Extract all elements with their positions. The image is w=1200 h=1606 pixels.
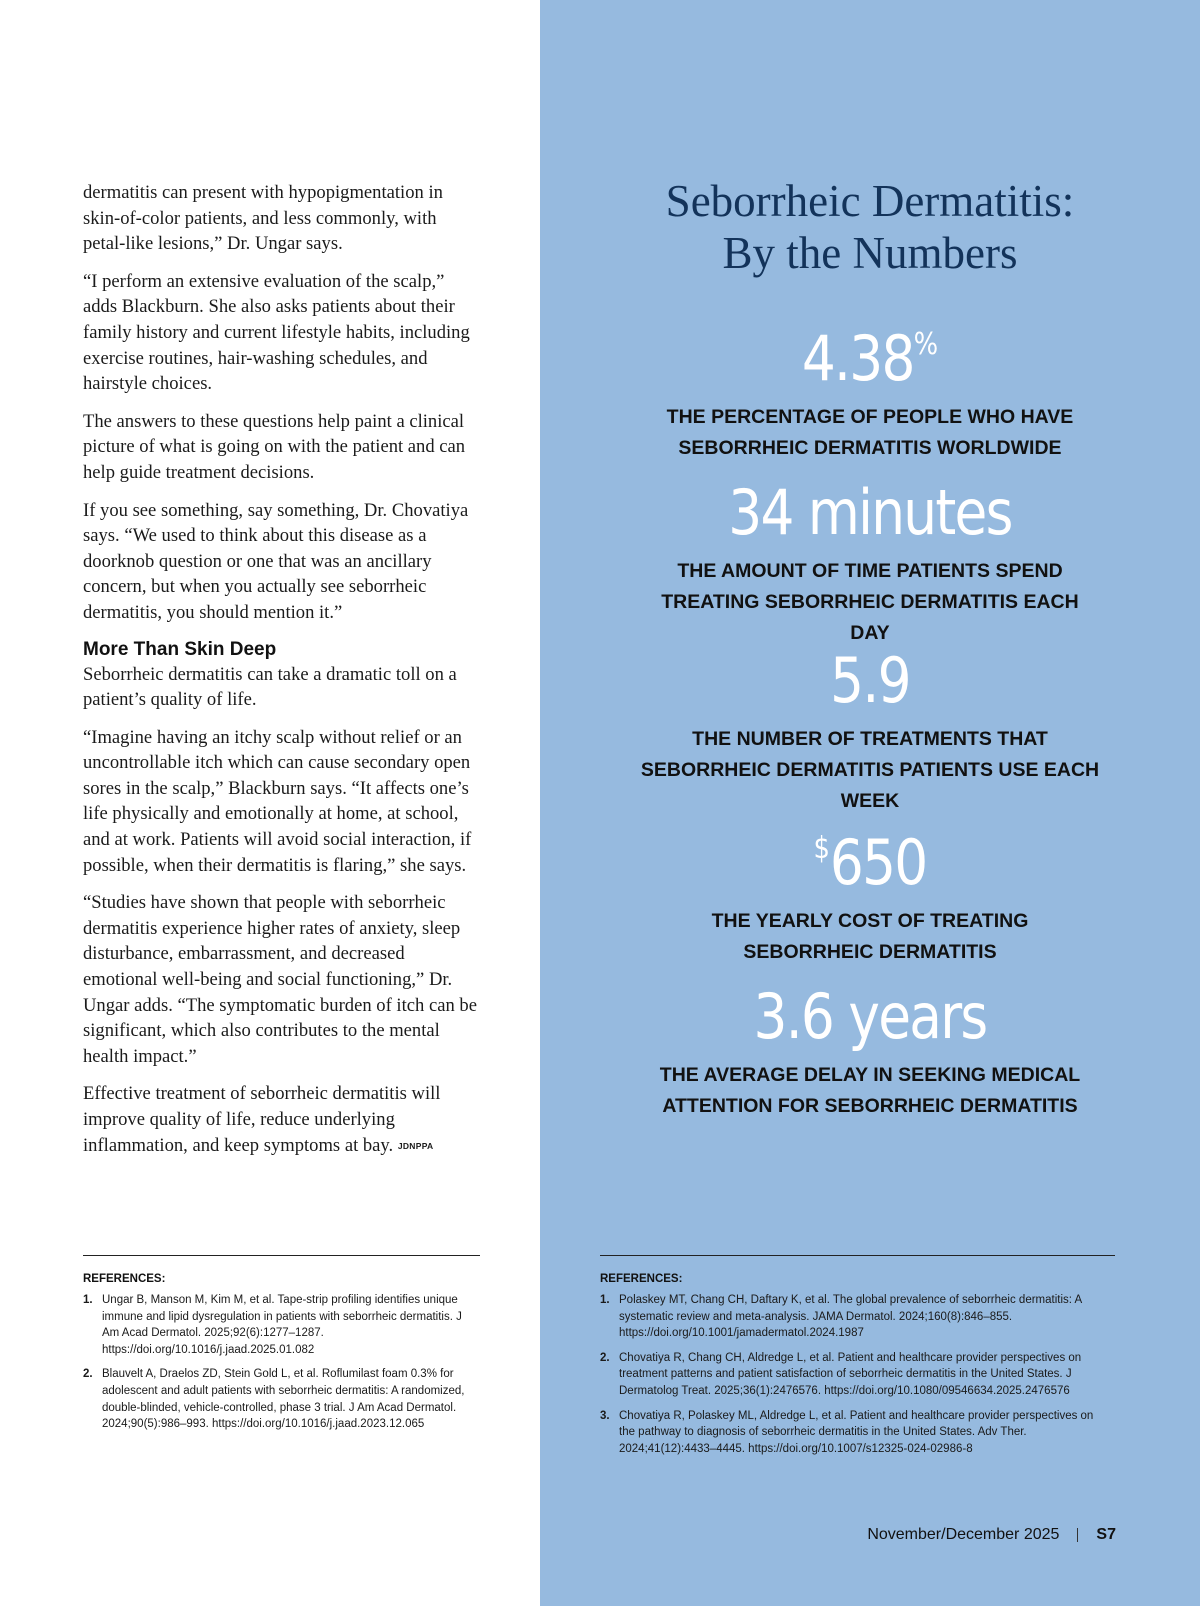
body-paragraph: “I perform an extensive evaluation of the scalp,” adds Blackburn. She also asks patients about their family history and current lifestyle habits, including exercise routines, hair-washing schedules, and hairstyle choices. (83, 270, 470, 395)
reference-number: 3. (600, 1409, 610, 1422)
references-divider (83, 1255, 480, 1256)
stat-block (540, 982, 1200, 1122)
stat-value: 5.9 (830, 644, 910, 717)
stat-number: 4.38 (801, 322, 914, 395)
stat-block (540, 814, 1200, 968)
references-title: REFERENCES: (83, 1273, 166, 1285)
reference-list (83, 1292, 480, 1433)
stat-description: THE NUMBER OF TREATMENTS THAT SEBORRHEIC DERMATITIS PATIENTS USE EACH WEEK (640, 728, 1100, 812)
reference-text: Chovatiya R, Polaskey ML, Aldredge L, et al. Patient and healthcare provider perspectives on the pathway to diagnosis of seborrheic dermatitis in the United States. Adv Ther. 2024;41(12):4433–4445. https://doi.org/10.1007/s12325-024-02986-8 (619, 1409, 1094, 1455)
stat-number: 650 (829, 826, 927, 899)
reference-text: Ungar B, Manson M, Kim M, et al. Tape-strip profiling identifies unique immune and lipid dysregulation in patients with seborrheic dermatitis. J Am Acad Dermatol. 2025;92(6):1277–1287. https://doi.org/10.1016/j.jaad.2025.01.082 (102, 1294, 462, 1356)
body-paragraph: “Imagine having an itchy scalp without relief or an uncontrollable itch which can cause secondary open sores in the scalp,” Blackburn says. “It affects one’s life physically and emotionally at home, at school, and at work. Patients will avoid social interaction, if possible, when their dermatitis is flaring,” she says. (83, 726, 472, 876)
stat-description: THE AMOUNT OF TIME PATIENTS SPEND TREATING SEBORRHEIC DERMATITIS EACH DAY (661, 560, 1079, 644)
stat-block (540, 646, 1200, 817)
stat-value: 3.6 years (753, 980, 987, 1053)
panel-title (540, 175, 1200, 279)
stat-block (540, 478, 1200, 649)
stat-description: THE AVERAGE DELAY IN SEEKING MEDICAL ATTENTION FOR SEBORRHEIC DERMATITIS (659, 1064, 1081, 1117)
reference-item (83, 1366, 480, 1432)
reference-number: 1. (600, 1294, 610, 1306)
body-paragraph: If you see something, say something, Dr. Chovatiya says. “We used to think about this disease as a doorknob question or one that was an ancillary concern, but when you actually see seborrheic dermatitis, you should mention it.” (83, 499, 469, 623)
page-number: S7 (1096, 1526, 1116, 1543)
stat-suffix: % (913, 327, 939, 362)
references-right (600, 1273, 1100, 1465)
reference-number: 2. (600, 1351, 610, 1364)
reference-text: Blauvelt A, Draelos ZD, Stein Gold L, et al. Roflumilast foam 0.3% for adolescent and adult patients with seborrheic dermatitis: A randomized, double-blinded, vehicle-controlled, phase 3 trial. J Am Acad Dermatol. 2024;90(5):986–993. https://doi.org/10.1016/j.jaad.2023.12.065 (102, 1368, 465, 1431)
page-footer (867, 1526, 1116, 1544)
reference-item (600, 1350, 1100, 1400)
reference-list (600, 1292, 1100, 1457)
reference-number: 1. (83, 1294, 93, 1306)
stat-value: 34 minutes (728, 476, 1012, 549)
stat-prefix: $ (813, 831, 830, 866)
body-paragraph: “Studies have shown that people with seborrheic dermatitis experience higher rates of anxiety, sleep disturbance, embarrassment, and decreased emotional well-being and social functioning,” Dr. Ungar adds. “The symptomatic burden of itch can be significant, which also contributes to the mental health impact.” (83, 892, 477, 1067)
reference-item (600, 1292, 1100, 1342)
stat-value (586, 814, 1154, 898)
body-paragraph-final (83, 1081, 483, 1159)
reference-text: Chovatiya R, Chang CH, Aldredge L, et al. Patient and healthcare provider perspectives on treatment patterns and patient satisfaction of seborrheic dermatitis in the United States. J Dermatolog Treat. 2025;36(1):2476576. https://doi.org/10.1080/09546634.2025.2476576 (619, 1351, 1082, 1397)
reference-item (600, 1408, 1100, 1458)
stat-value (586, 310, 1154, 394)
article-column (83, 180, 483, 1171)
by-the-numbers-panel (540, 0, 1200, 1606)
body-paragraph: dermatitis can present with hypopigmentation in skin-of-color patients, and less commonly, with petal-like lesions,” Dr. Ungar says. (83, 182, 443, 255)
reference-item (83, 1292, 480, 1358)
references-left (83, 1273, 480, 1441)
references-divider (600, 1255, 1115, 1256)
stat-block (540, 310, 1200, 464)
panel-title-line1: Seborrheic Dermatitis: (665, 176, 1075, 226)
footer-separator (1077, 1528, 1078, 1542)
body-paragraph: Seborrheic dermatitis can take a dramatic toll on a patient’s quality of life. (83, 663, 457, 711)
reference-text: Polaskey MT, Chang CH, Daftary K, et al. The global prevalence of seborrheic dermatitis: A systematic review and meta-analysis. JAMA Dermatol. 2024;160(8):846–855. https://doi.org/10.1001/jamadermatol.2024.1987 (619, 1294, 1082, 1340)
issue-date: November/December 2025 (867, 1526, 1060, 1543)
section-heading: More Than Skin Deep (83, 638, 277, 660)
panel-title-line2: By the Numbers (722, 228, 1018, 278)
final-paragraph-text: Effective treatment of seborrheic dermatitis will improve quality of life, reduce underlying inflammation, and keep symptoms at bay. (83, 1083, 441, 1156)
stat-description: THE PERCENTAGE OF PEOPLE WHO HAVE SEBORRHEIC DERMATITIS WORLDWIDE (666, 406, 1074, 459)
author-signature: JDNPPA (397, 1140, 434, 1151)
references-title: REFERENCES: (600, 1273, 683, 1285)
stat-description: THE YEARLY COST OF TREATING SEBORRHEIC DERMATITIS (711, 910, 1029, 963)
body-paragraph: The answers to these questions help paint a clinical picture of what is going on with the patient and can help guide treatment decisions. (83, 410, 466, 483)
reference-number: 2. (83, 1368, 93, 1381)
